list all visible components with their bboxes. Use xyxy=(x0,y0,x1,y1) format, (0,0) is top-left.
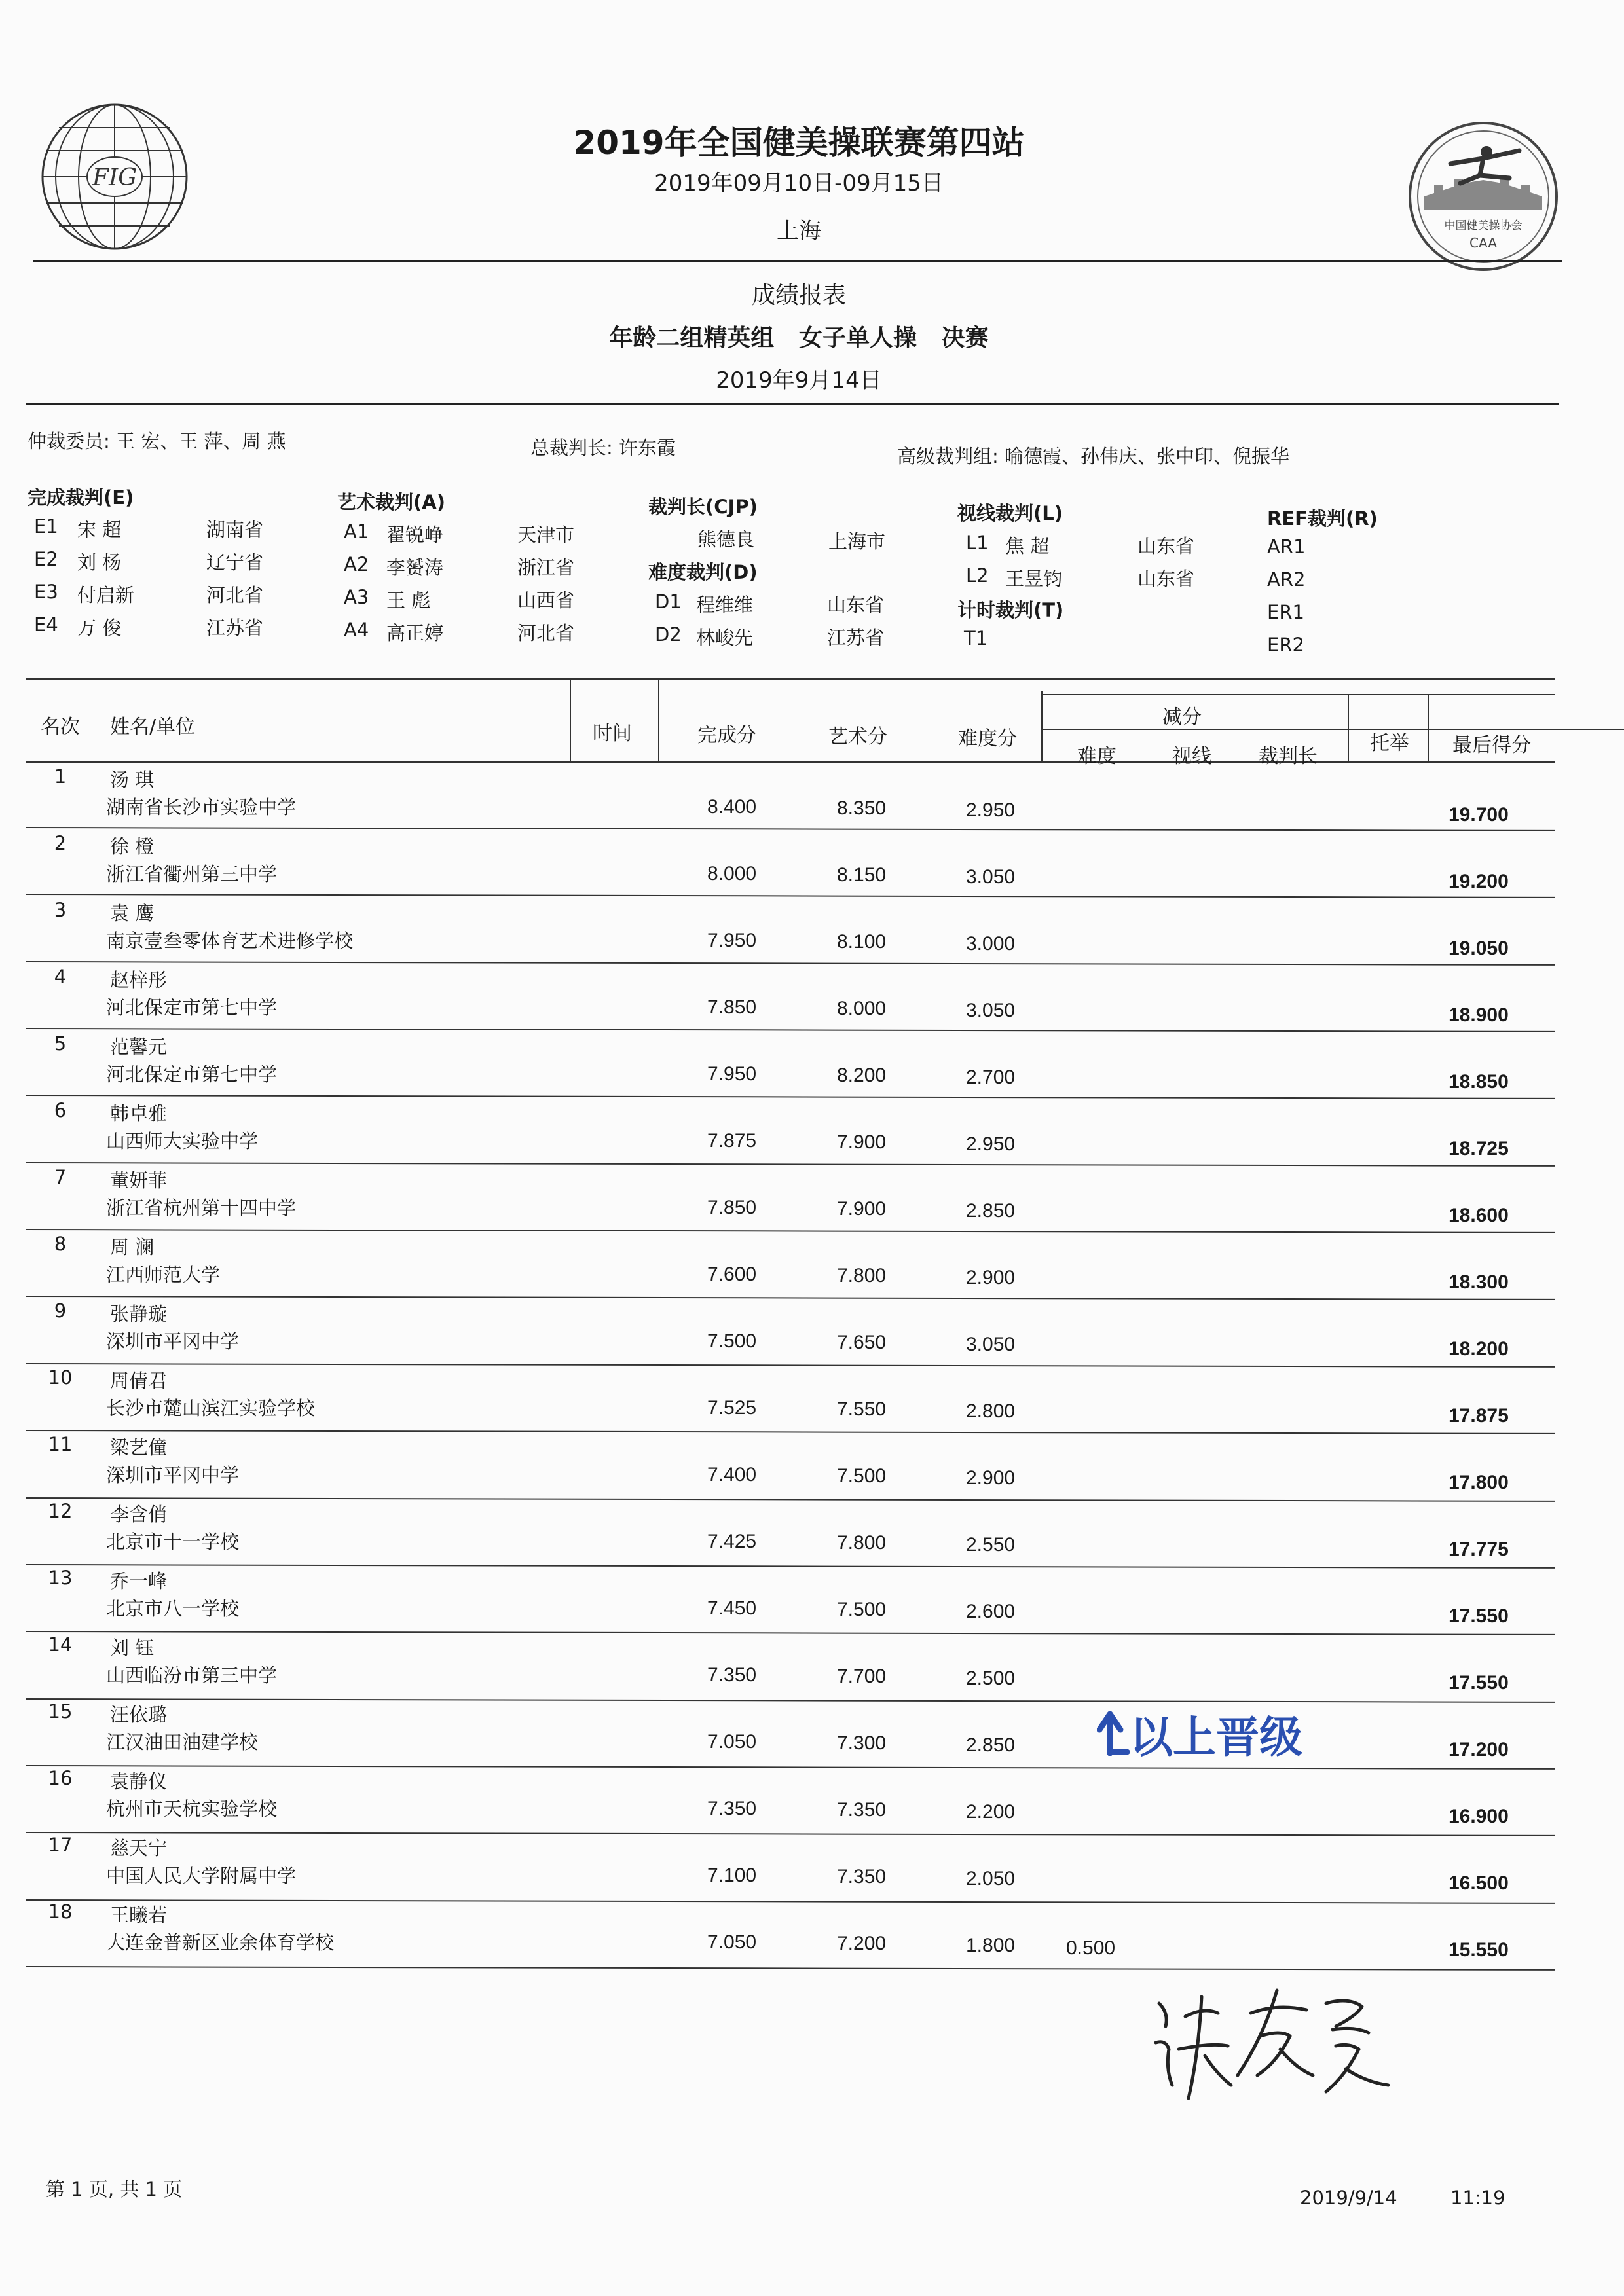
header-divider xyxy=(33,260,1562,262)
ref-judge-code: ER2 xyxy=(1267,634,1304,656)
row-unit: 北京市十一学校 xyxy=(106,1531,240,1553)
row-rank: 10 xyxy=(48,1366,73,1389)
exec-judge-name: 刘 杨 xyxy=(77,551,122,574)
art-judge-name: 李赟涛 xyxy=(386,556,444,579)
row-athlete-name: 乔一峰 xyxy=(110,1570,168,1592)
art-judge-code: A3 xyxy=(344,586,369,608)
page-title: 2019年全国健美操联赛第四站 xyxy=(573,124,1025,162)
row-art-score: 8.100 xyxy=(837,931,887,953)
col-header-time: 时间 xyxy=(593,722,632,745)
row-divider xyxy=(26,961,1555,966)
art-judge-code: A1 xyxy=(344,520,369,543)
row-exec-score: 7.350 xyxy=(707,1664,757,1686)
row-art-score: 7.550 xyxy=(837,1398,887,1420)
col-header-art: 艺术分 xyxy=(828,725,887,748)
row-exec-score: 7.950 xyxy=(707,930,757,951)
row-rank: 9 xyxy=(54,1300,67,1322)
cjp-name: 熊德良 xyxy=(697,528,755,551)
time-judge-code: T1 xyxy=(964,627,988,649)
art-judge-province: 河北省 xyxy=(517,622,575,644)
row-diff-score: 2.850 xyxy=(966,1200,1016,1222)
exec-judge-name: 万 俊 xyxy=(77,617,122,639)
row-exec-score: 7.100 xyxy=(707,1865,757,1886)
row-exec-score: 7.050 xyxy=(707,1731,757,1753)
row-exec-score: 7.500 xyxy=(707,1330,757,1352)
row-art-score: 8.150 xyxy=(837,864,887,886)
row-unit: 深圳市平冈中学 xyxy=(106,1464,240,1486)
art-judge-name: 翟锐峥 xyxy=(386,524,444,546)
row-athlete-name: 董妍菲 xyxy=(110,1169,168,1192)
row-athlete-name: 韩卓雅 xyxy=(110,1102,168,1125)
row-divider xyxy=(26,1296,1555,1300)
row-final-score: 17.550 xyxy=(1449,1605,1509,1627)
row-art-score: 7.900 xyxy=(837,1198,887,1220)
art-judge-code: A4 xyxy=(344,619,369,641)
row-art-score: 7.800 xyxy=(837,1532,887,1554)
row-unit: 江汉油田油建学校 xyxy=(106,1731,259,1753)
row-divider xyxy=(26,1229,1555,1233)
art-judge-name: 高正婷 xyxy=(386,622,444,644)
caa-logo-text-en: CAA xyxy=(1469,235,1497,251)
row-final-score: 18.900 xyxy=(1449,1004,1509,1026)
chief-judge: 总裁判长: 许东霞 xyxy=(530,437,676,459)
jury-members: 仲裁委员: 王 宏、王 萍、周 燕 xyxy=(28,430,286,452)
row-art-score: 8.350 xyxy=(837,797,887,819)
diff-judge-code: D2 xyxy=(655,623,682,646)
print-date: 2019/9/14 xyxy=(1300,2187,1397,2209)
row-athlete-name: 范馨元 xyxy=(110,1036,168,1058)
row-divider xyxy=(26,827,1555,831)
row-athlete-name: 赵梓彤 xyxy=(110,969,168,991)
art-judge-province: 山西省 xyxy=(517,589,575,611)
event-name: 年龄二组精英组 女子单人操 决赛 xyxy=(609,325,989,352)
diff-judge-province: 山东省 xyxy=(827,594,885,616)
diff-judge-province: 江苏省 xyxy=(827,627,885,649)
row-divider xyxy=(26,1631,1555,1635)
row-athlete-name: 袁静仪 xyxy=(110,1770,168,1793)
row-diff-score: 2.950 xyxy=(966,1133,1016,1155)
ref-judge-code: AR1 xyxy=(1267,536,1306,558)
row-final-score: 17.775 xyxy=(1449,1539,1509,1560)
row-exec-score: 7.850 xyxy=(707,996,757,1018)
officials-divider xyxy=(26,403,1559,405)
row-rank: 2 xyxy=(54,832,67,854)
exec-judge-name: 付启新 xyxy=(77,584,135,606)
exec-judge-name: 宋 超 xyxy=(77,519,122,541)
exec-judge-province: 辽宁省 xyxy=(206,551,264,574)
row-unit: 江西师范大学 xyxy=(106,1264,221,1286)
col-header-rank: 名次 xyxy=(41,716,80,738)
exec-judge-code: E4 xyxy=(34,613,58,636)
row-rank: 6 xyxy=(54,1099,67,1121)
art-judge-name: 王 彪 xyxy=(386,589,431,611)
event-city: 上海 xyxy=(777,218,821,244)
row-diff-score: 2.200 xyxy=(966,1801,1016,1823)
row-final-score: 16.500 xyxy=(1449,1872,1509,1894)
caa-logo-text-cn: 中国健美操协会 xyxy=(1444,219,1522,232)
row-final-score: 17.200 xyxy=(1449,1739,1509,1760)
row-unit: 大连金普新区业余体育学校 xyxy=(106,1931,335,1954)
row-athlete-name: 李含俏 xyxy=(110,1503,168,1525)
row-diff-score: 2.550 xyxy=(966,1534,1016,1556)
row-diff-score: 2.850 xyxy=(966,1734,1016,1756)
row-unit: 山西临汾市第三中学 xyxy=(106,1664,278,1686)
art-judge-code: A2 xyxy=(344,553,369,575)
row-athlete-name: 汪依璐 xyxy=(110,1704,168,1726)
col-header-name: 姓名/单位 xyxy=(110,716,196,738)
row-unit: 河北保定市第七中学 xyxy=(106,996,278,1019)
row-rank: 8 xyxy=(54,1233,67,1255)
row-diff-score: 2.500 xyxy=(966,1667,1016,1689)
row-final-score: 19.050 xyxy=(1449,938,1509,959)
row-divider xyxy=(26,1363,1555,1368)
row-exec-score: 7.525 xyxy=(707,1397,757,1419)
row-athlete-name: 刘 钰 xyxy=(110,1637,155,1659)
event-dates: 2019年09月10日-09月15日 xyxy=(654,170,944,196)
row-art-score: 7.800 xyxy=(837,1265,887,1286)
row-diff-score: 1.800 xyxy=(966,1935,1016,1956)
art-judge-province: 浙江省 xyxy=(517,556,575,579)
col-header-diff: 难度分 xyxy=(958,727,1017,750)
art-judges-title: 艺术裁判(A) xyxy=(337,491,445,513)
row-final-score: 19.700 xyxy=(1449,804,1509,826)
row-rank: 13 xyxy=(48,1567,73,1589)
report-date: 2019年9月14日 xyxy=(716,367,882,393)
row-final-score: 16.900 xyxy=(1449,1806,1509,1827)
row-final-score: 17.800 xyxy=(1449,1472,1509,1493)
exec-judge-province: 湖南省 xyxy=(206,519,264,541)
row-diff-score: 2.600 xyxy=(966,1601,1016,1622)
row-final-score: 17.875 xyxy=(1449,1405,1509,1427)
ref-judges-title: REF裁判(R) xyxy=(1267,507,1378,530)
row-unit: 杭州市天杭实验学校 xyxy=(106,1798,278,1820)
row-art-score: 8.200 xyxy=(837,1065,887,1086)
row-diff-score: 2.800 xyxy=(966,1400,1016,1422)
row-athlete-name: 梁艺僮 xyxy=(110,1436,168,1459)
row-divider xyxy=(26,1698,1555,1703)
row-art-score: 8.000 xyxy=(837,998,887,1019)
row-exec-score: 7.050 xyxy=(707,1931,757,1953)
row-diff-deduction: 0.500 xyxy=(1066,1937,1116,1959)
row-athlete-name: 周倩君 xyxy=(110,1370,168,1392)
row-exec-score: 7.850 xyxy=(707,1197,757,1218)
row-divider xyxy=(26,894,1555,898)
row-divider xyxy=(26,1899,1555,1904)
col-header-exec: 完成分 xyxy=(697,724,756,747)
row-rank: 3 xyxy=(54,899,67,921)
row-divider xyxy=(26,1028,1555,1032)
advance-text: 以上晋级 xyxy=(1130,1712,1302,1762)
col-header-deduct: 减分 xyxy=(1162,706,1202,729)
row-unit: 河北保定市第七中学 xyxy=(106,1063,278,1085)
report-title: 成绩报表 xyxy=(751,282,846,309)
row-unit: 浙江省杭州第十四中学 xyxy=(106,1197,297,1219)
row-diff-score: 3.050 xyxy=(966,866,1016,888)
row-exec-score: 7.950 xyxy=(707,1063,757,1085)
col-header-deduct-cjp: 裁判长 xyxy=(1259,745,1318,768)
row-diff-score: 3.000 xyxy=(966,933,1016,955)
col-header-deduct-diff: 难度 xyxy=(1077,745,1116,768)
row-unit: 北京市八一学校 xyxy=(106,1597,240,1620)
row-final-score: 18.200 xyxy=(1449,1338,1509,1360)
ref-judge-code: ER1 xyxy=(1267,601,1304,623)
row-unit: 深圳市平冈中学 xyxy=(106,1330,240,1353)
row-divider xyxy=(26,1497,1555,1502)
row-athlete-name: 袁 鹰 xyxy=(110,902,155,924)
row-divider xyxy=(26,1832,1555,1836)
print-time: 11:19 xyxy=(1450,2187,1505,2209)
col-header-final: 最后得分 xyxy=(1452,734,1531,757)
row-final-score: 18.600 xyxy=(1449,1205,1509,1226)
exec-judge-code: E2 xyxy=(34,548,58,570)
row-rank: 4 xyxy=(54,966,67,988)
row-unit: 湖南省长沙市实验中学 xyxy=(106,796,297,818)
time-judges-title: 计时裁判(T) xyxy=(957,599,1064,621)
row-art-score: 7.500 xyxy=(837,1599,887,1620)
row-athlete-name: 周 澜 xyxy=(110,1236,155,1258)
senior-judges: 高级裁判组: 喻德霞、孙伟庆、张中印、倪振华 xyxy=(897,445,1289,467)
row-exec-score: 8.000 xyxy=(707,863,757,884)
row-exec-score: 7.400 xyxy=(707,1464,757,1485)
row-rank: 15 xyxy=(48,1700,73,1722)
row-final-score: 18.300 xyxy=(1449,1271,1509,1293)
row-art-score: 7.350 xyxy=(837,1799,887,1821)
row-divider xyxy=(26,1162,1555,1167)
col-header-deduct-line: 视线 xyxy=(1172,745,1211,768)
row-athlete-name: 慈天宁 xyxy=(110,1837,168,1859)
row-art-score: 7.900 xyxy=(837,1131,887,1153)
row-final-score: 18.850 xyxy=(1449,1071,1509,1093)
row-divider xyxy=(26,1430,1555,1434)
row-rank: 14 xyxy=(48,1633,73,1656)
art-judge-province: 天津市 xyxy=(517,524,575,546)
row-rank: 11 xyxy=(48,1433,73,1455)
advance-annotation xyxy=(1097,1702,1302,1764)
row-athlete-name: 张静璇 xyxy=(110,1303,168,1325)
row-diff-score: 2.050 xyxy=(966,1868,1016,1889)
row-exec-score: 7.450 xyxy=(707,1597,757,1619)
row-unit: 长沙市麓山滨江实验学校 xyxy=(106,1397,316,1419)
row-rank: 17 xyxy=(48,1834,73,1856)
exec-judge-province: 江苏省 xyxy=(206,617,264,639)
row-athlete-name: 王曦若 xyxy=(110,1904,168,1926)
row-exec-score: 7.425 xyxy=(707,1531,757,1552)
row-art-score: 7.700 xyxy=(837,1666,887,1687)
row-unit: 浙江省衢州第三中学 xyxy=(106,863,278,885)
row-diff-score: 2.900 xyxy=(966,1267,1016,1288)
cjp-province: 上海市 xyxy=(828,530,886,553)
page-indicator: 第 1 页, 共 1 页 xyxy=(46,2178,183,2200)
row-rank: 5 xyxy=(54,1032,67,1055)
row-art-score: 7.200 xyxy=(837,1933,887,1954)
row-diff-score: 3.050 xyxy=(966,1334,1016,1355)
row-unit: 南京壹叁零体育艺术进修学校 xyxy=(106,930,354,952)
row-art-score: 7.350 xyxy=(837,1866,887,1887)
row-unit: 中国人民大学附属中学 xyxy=(106,1865,297,1887)
line-judge-name: 王昱钧 xyxy=(1005,568,1063,590)
diff-judge-name: 程维维 xyxy=(696,594,754,616)
row-art-score: 7.650 xyxy=(837,1332,887,1353)
row-final-score: 15.550 xyxy=(1449,1939,1509,1961)
row-final-score: 19.200 xyxy=(1449,871,1509,892)
row-rank: 12 xyxy=(48,1500,73,1522)
row-rank: 18 xyxy=(48,1901,73,1923)
fig-logo-text: FIG xyxy=(92,164,137,191)
row-art-score: 7.300 xyxy=(837,1732,887,1754)
row-final-score: 18.725 xyxy=(1449,1138,1509,1159)
diff-judge-code: D1 xyxy=(655,591,682,613)
line-judge-province: 山东省 xyxy=(1137,568,1195,590)
row-divider xyxy=(26,1765,1555,1770)
row-exec-score: 7.600 xyxy=(707,1264,757,1285)
row-exec-score: 8.400 xyxy=(707,796,757,818)
exec-judge-code: E3 xyxy=(34,581,58,603)
row-diff-score: 2.950 xyxy=(966,799,1016,821)
line-judge-province: 山东省 xyxy=(1137,535,1195,557)
row-final-score: 17.550 xyxy=(1449,1672,1509,1694)
row-divider xyxy=(26,1966,1555,1971)
row-diff-score: 3.050 xyxy=(966,1000,1016,1021)
col-header-lift: 托举 xyxy=(1370,732,1409,755)
diff-judge-name: 林峻先 xyxy=(696,627,754,649)
exec-judge-code: E1 xyxy=(34,515,58,538)
line-judge-code: L1 xyxy=(966,532,989,554)
row-unit: 山西师大实验中学 xyxy=(106,1130,259,1152)
diff-judges-title: 难度裁判(D) xyxy=(648,561,758,583)
exec-judges-title: 完成裁判(E) xyxy=(28,486,134,509)
row-exec-score: 7.875 xyxy=(707,1130,757,1152)
row-diff-score: 2.900 xyxy=(966,1467,1016,1489)
row-divider xyxy=(26,1564,1555,1569)
row-rank: 1 xyxy=(54,765,67,788)
row-divider xyxy=(26,1095,1555,1099)
row-art-score: 7.500 xyxy=(837,1465,887,1487)
row-exec-score: 7.350 xyxy=(707,1798,757,1819)
chief-signature xyxy=(1139,1977,1401,2108)
row-rank: 7 xyxy=(54,1166,67,1188)
row-athlete-name: 汤 琪 xyxy=(110,769,155,791)
cjp-title: 裁判长(CJP) xyxy=(648,496,758,518)
row-diff-score: 2.700 xyxy=(966,1066,1016,1088)
line-judge-name: 焦 超 xyxy=(1005,535,1050,557)
row-rank: 16 xyxy=(48,1767,73,1789)
line-judges-title: 视线裁判(L) xyxy=(957,502,1063,524)
ref-judge-code: AR2 xyxy=(1267,568,1306,591)
row-athlete-name: 徐 橙 xyxy=(110,835,155,858)
exec-judge-province: 河北省 xyxy=(206,584,264,606)
up-arrow-icon xyxy=(1097,1710,1130,1756)
line-judge-code: L2 xyxy=(966,564,989,587)
